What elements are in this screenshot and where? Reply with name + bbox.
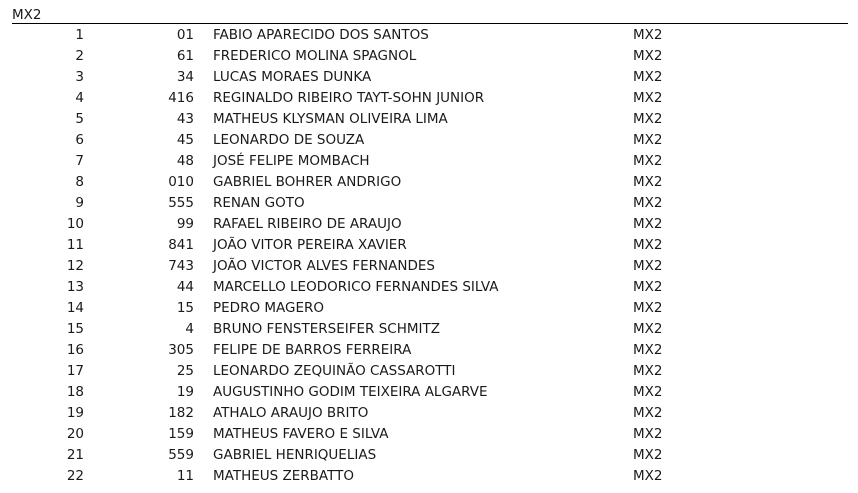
rider-name-cell: RENAN GOTO [213,195,305,211]
position-cell: 5 [75,111,84,127]
category-cell: MX2 [633,426,663,442]
result-row [0,277,858,298]
rider-name-cell: LUCAS MORAES DUNKA [213,69,372,85]
category-cell: MX2 [633,363,663,379]
rider-name-cell: FELIPE DE BARROS FERREIRA [213,342,412,358]
rider-number-cell: 45 [176,132,194,148]
rider-number-cell: 11 [176,468,194,484]
category-cell: MX2 [633,321,663,337]
position-cell: 4 [75,90,84,106]
category-cell: MX2 [633,195,663,211]
result-row [0,109,858,130]
rider-name-cell: JOÃO VITOR PEREIRA XAVIER [213,237,407,253]
category-cell: MX2 [633,258,663,274]
position-cell: 20 [66,426,84,442]
rider-number-cell: 555 [168,195,194,211]
rider-name-cell: GABRIEL HENRIQUELIAS [213,447,377,463]
result-row [0,319,858,340]
rider-name-cell: MARCELLO LEODORICO FERNANDES SILVA [213,279,499,295]
rider-number-cell: 559 [168,447,194,463]
rider-number-cell: 15 [176,300,194,316]
category-cell: MX2 [633,27,663,43]
result-row [0,403,858,424]
category-cell: MX2 [633,132,663,148]
position-cell: 21 [66,447,84,463]
rider-name-cell: JOSÉ FELIPE MOMBACH [213,153,370,169]
category-cell: MX2 [633,111,663,127]
result-row [0,235,858,256]
position-cell: 3 [75,69,84,85]
result-row [0,214,858,235]
position-cell: 8 [75,174,84,190]
rider-name-cell: RAFAEL RIBEIRO DE ARAUJO [213,216,402,232]
rider-name-cell: PEDRO MAGERO [213,300,325,316]
rider-number-cell: 44 [176,279,194,295]
position-cell: 14 [66,300,84,316]
category-cell: MX2 [633,216,663,232]
position-cell: 11 [66,237,84,253]
result-row [0,256,858,277]
result-row [0,193,858,214]
result-row [0,298,858,319]
position-cell: 15 [66,321,84,337]
header-divider [12,23,848,24]
rider-name-cell: BRUNO FENSTERSEIFER SCHMITZ [213,321,440,337]
rider-number-cell: 34 [176,69,194,85]
position-cell: 12 [66,258,84,274]
rider-name-cell: FREDERICO MOLINA SPAGNOL [213,48,417,64]
rider-number-cell: 743 [168,258,194,274]
rider-name-cell: MATHEUS ZERBATTO [213,468,354,484]
position-cell: 19 [66,405,84,421]
rider-number-cell: 305 [168,342,194,358]
category-cell: MX2 [633,342,663,358]
position-cell: 2 [75,48,84,64]
result-row [0,151,858,172]
rider-name-cell: FABIO APARECIDO DOS SANTOS [213,27,429,43]
rider-number-cell: 4 [185,321,194,337]
result-row [0,466,858,487]
rider-name-cell: MATHEUS KLYSMAN OLIVEIRA LIMA [213,111,448,127]
rider-number-cell: 19 [176,384,194,400]
result-row [0,172,858,193]
position-cell: 7 [75,153,84,169]
position-cell: 1 [75,27,84,43]
rider-number-cell: 01 [176,27,194,43]
rider-number-cell: 010 [168,174,194,190]
category-cell: MX2 [633,447,663,463]
rider-name-cell: GABRIEL BOHRER ANDRIGO [213,174,402,190]
result-row [0,445,858,466]
position-cell: 17 [66,363,84,379]
category-cell: MX2 [633,237,663,253]
position-cell: 9 [75,195,84,211]
rider-name-cell: ATHALO ARAUJO BRITO [213,405,369,421]
result-row [0,88,858,109]
position-cell: 18 [66,384,84,400]
result-row [0,25,858,46]
category-cell: MX2 [633,468,663,484]
rider-name-cell: LEONARDO ZEQUINÃO CASSAROTTI [213,363,456,379]
category-cell: MX2 [633,300,663,316]
category-cell: MX2 [633,279,663,295]
rider-name-cell: MATHEUS FAVERO E SILVA [213,426,389,442]
result-row [0,46,858,67]
result-row [0,424,858,445]
result-row [0,340,858,361]
position-cell: 13 [66,279,84,295]
category-cell: MX2 [633,384,663,400]
rider-name-cell: REGINALDO RIBEIRO TAYT-SOHN JUNIOR [213,90,485,106]
result-row [0,67,858,88]
category-title: MX2 [12,7,42,23]
rider-name-cell: AUGUSTINHO GODIM TEIXEIRA ALGARVE [213,384,488,400]
rider-number-cell: 99 [176,216,194,232]
rider-name-cell: LEONARDO DE SOUZA [213,132,365,148]
category-cell: MX2 [633,69,663,85]
result-row [0,361,858,382]
result-row [0,130,858,151]
category-cell: MX2 [633,90,663,106]
category-cell: MX2 [633,174,663,190]
category-cell: MX2 [633,48,663,64]
rider-number-cell: 159 [168,426,194,442]
rider-name-cell: JOÃO VICTOR ALVES FERNANDES [213,258,435,274]
position-cell: 10 [66,216,84,232]
rider-number-cell: 416 [168,90,194,106]
rider-number-cell: 48 [176,153,194,169]
results-list [0,25,858,487]
rider-number-cell: 61 [176,48,194,64]
position-cell: 22 [66,468,84,484]
rider-number-cell: 841 [168,237,194,253]
category-cell: MX2 [633,153,663,169]
rider-number-cell: 182 [168,405,194,421]
position-cell: 16 [66,342,84,358]
rider-number-cell: 43 [176,111,194,127]
category-cell: MX2 [633,405,663,421]
result-row [0,382,858,403]
rider-number-cell: 25 [176,363,194,379]
position-cell: 6 [75,132,84,148]
